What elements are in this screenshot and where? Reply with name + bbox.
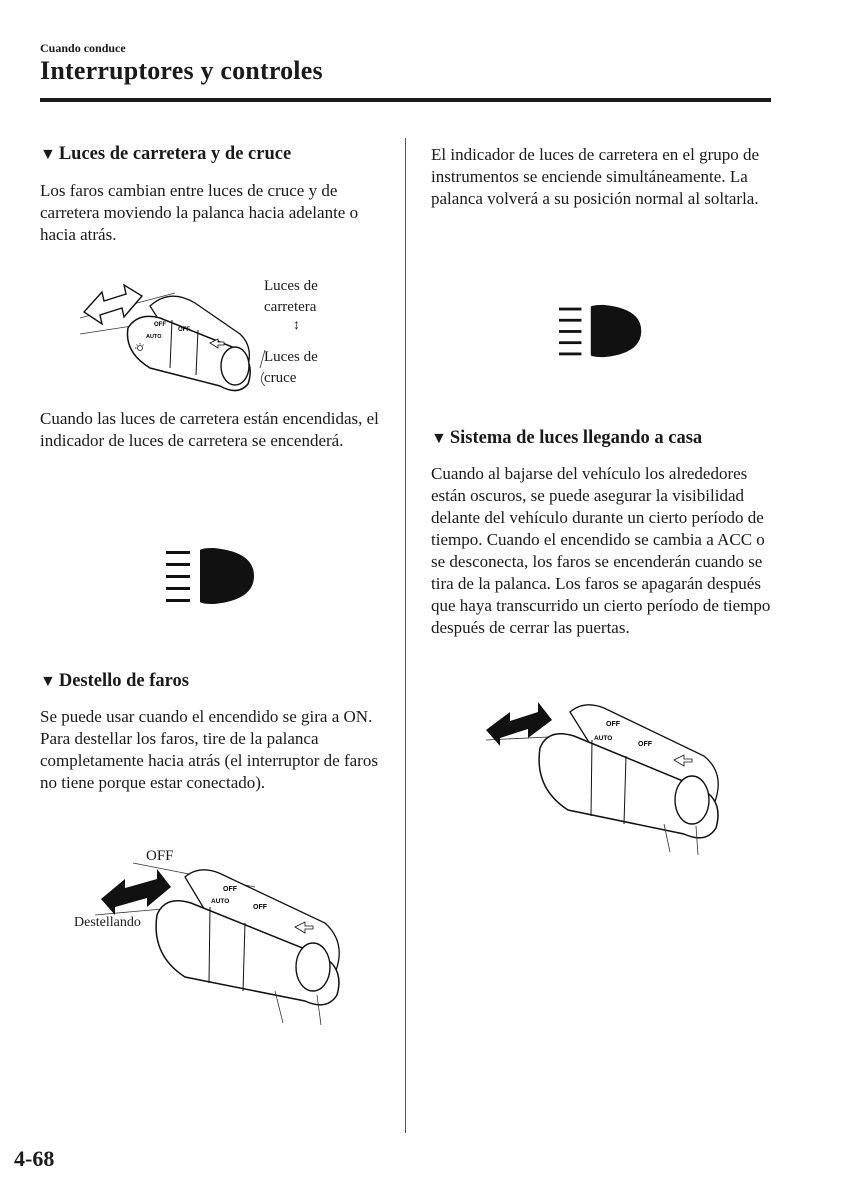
label-off: OFF [146,848,174,864]
lever-off-label: OFF [223,886,237,893]
lever-off-label-2: OFF [253,904,267,911]
lever-off-label: OFF [154,322,166,328]
lever-off-label: OFF [606,721,620,728]
heading-headlight-flash: ▼ Destello de faros [40,671,190,691]
lever-auto-label: AUTO [594,735,613,742]
heading-high-low-beams: ▼ Luces de carretera y de cruce [40,144,292,164]
flash-instructions-text: Para destellar los faros, tire de la palanca completamente hacia atrás (el interruptor de faros no tiene porque estar conectado). [40,729,378,792]
coming-home-text: Cuando al bajarse del vehículo los alrededores están oscuros, se puede asegurar la visibilidad delante del vehículo durante un cierto período de tiempo. Cuando el encendido se cambia a ACC o se desconecta, los faros se encenderán cuando se tira de la palanca. Los faros se apagarán después que haya transcurrido un cierto período de tiempo después de cerrar las puertas. [431,464,771,637]
high-beam-indicator-icon [166,548,258,604]
lever-off-label-2: OFF [178,327,190,333]
indicator-text: El indicador de luces de carretera en el grupo de instrumentos se enciende simultáneamente. La palanca volverá a su posición normal al soltarla. [431,145,760,208]
label-high-beam: Luces de carretera [264,278,318,315]
label-low-beam: Luces de cruce [264,349,318,386]
header-rule [40,98,771,102]
section-kicker: Cuando conduce [40,41,126,55]
heading-coming-home-lights: ▼ Sistema de luces llegando a casa [431,428,703,448]
lever-high-low-illustration [60,268,280,398]
label-flashing: Destellando [74,915,141,930]
lever-auto-label: AUTO [146,334,162,340]
lever-auto-label: AUTO [211,898,230,905]
flash-usage-text: Se puede usar cuando el encendido se gira a ON. [40,707,373,726]
page-title: Interruptores y controles [40,56,323,85]
triangle-marker-icon: ▼ [431,430,447,447]
lever-flash-illustration [95,855,355,1025]
high-beam-indicator-icon [559,304,645,358]
column-divider [405,138,406,1133]
triangle-marker-icon: ▼ [40,673,56,690]
triangle-marker-icon: ▼ [40,146,56,163]
lever-coming-home-illustration [478,700,740,855]
beams-intro-text: Los faros cambian entre luces de cruce y de carretera moviendo la palanca hacia adelante o hacia atrás. [40,181,359,244]
up-down-arrow-icon: ↕ [293,318,300,333]
beams-on-text: Cuando las luces de carretera están encendidas, el indicador de luces de carretera se encenderá. [40,409,379,450]
lever-off-label-2: OFF [638,741,652,748]
page-number: 4-68 [14,1146,55,1171]
